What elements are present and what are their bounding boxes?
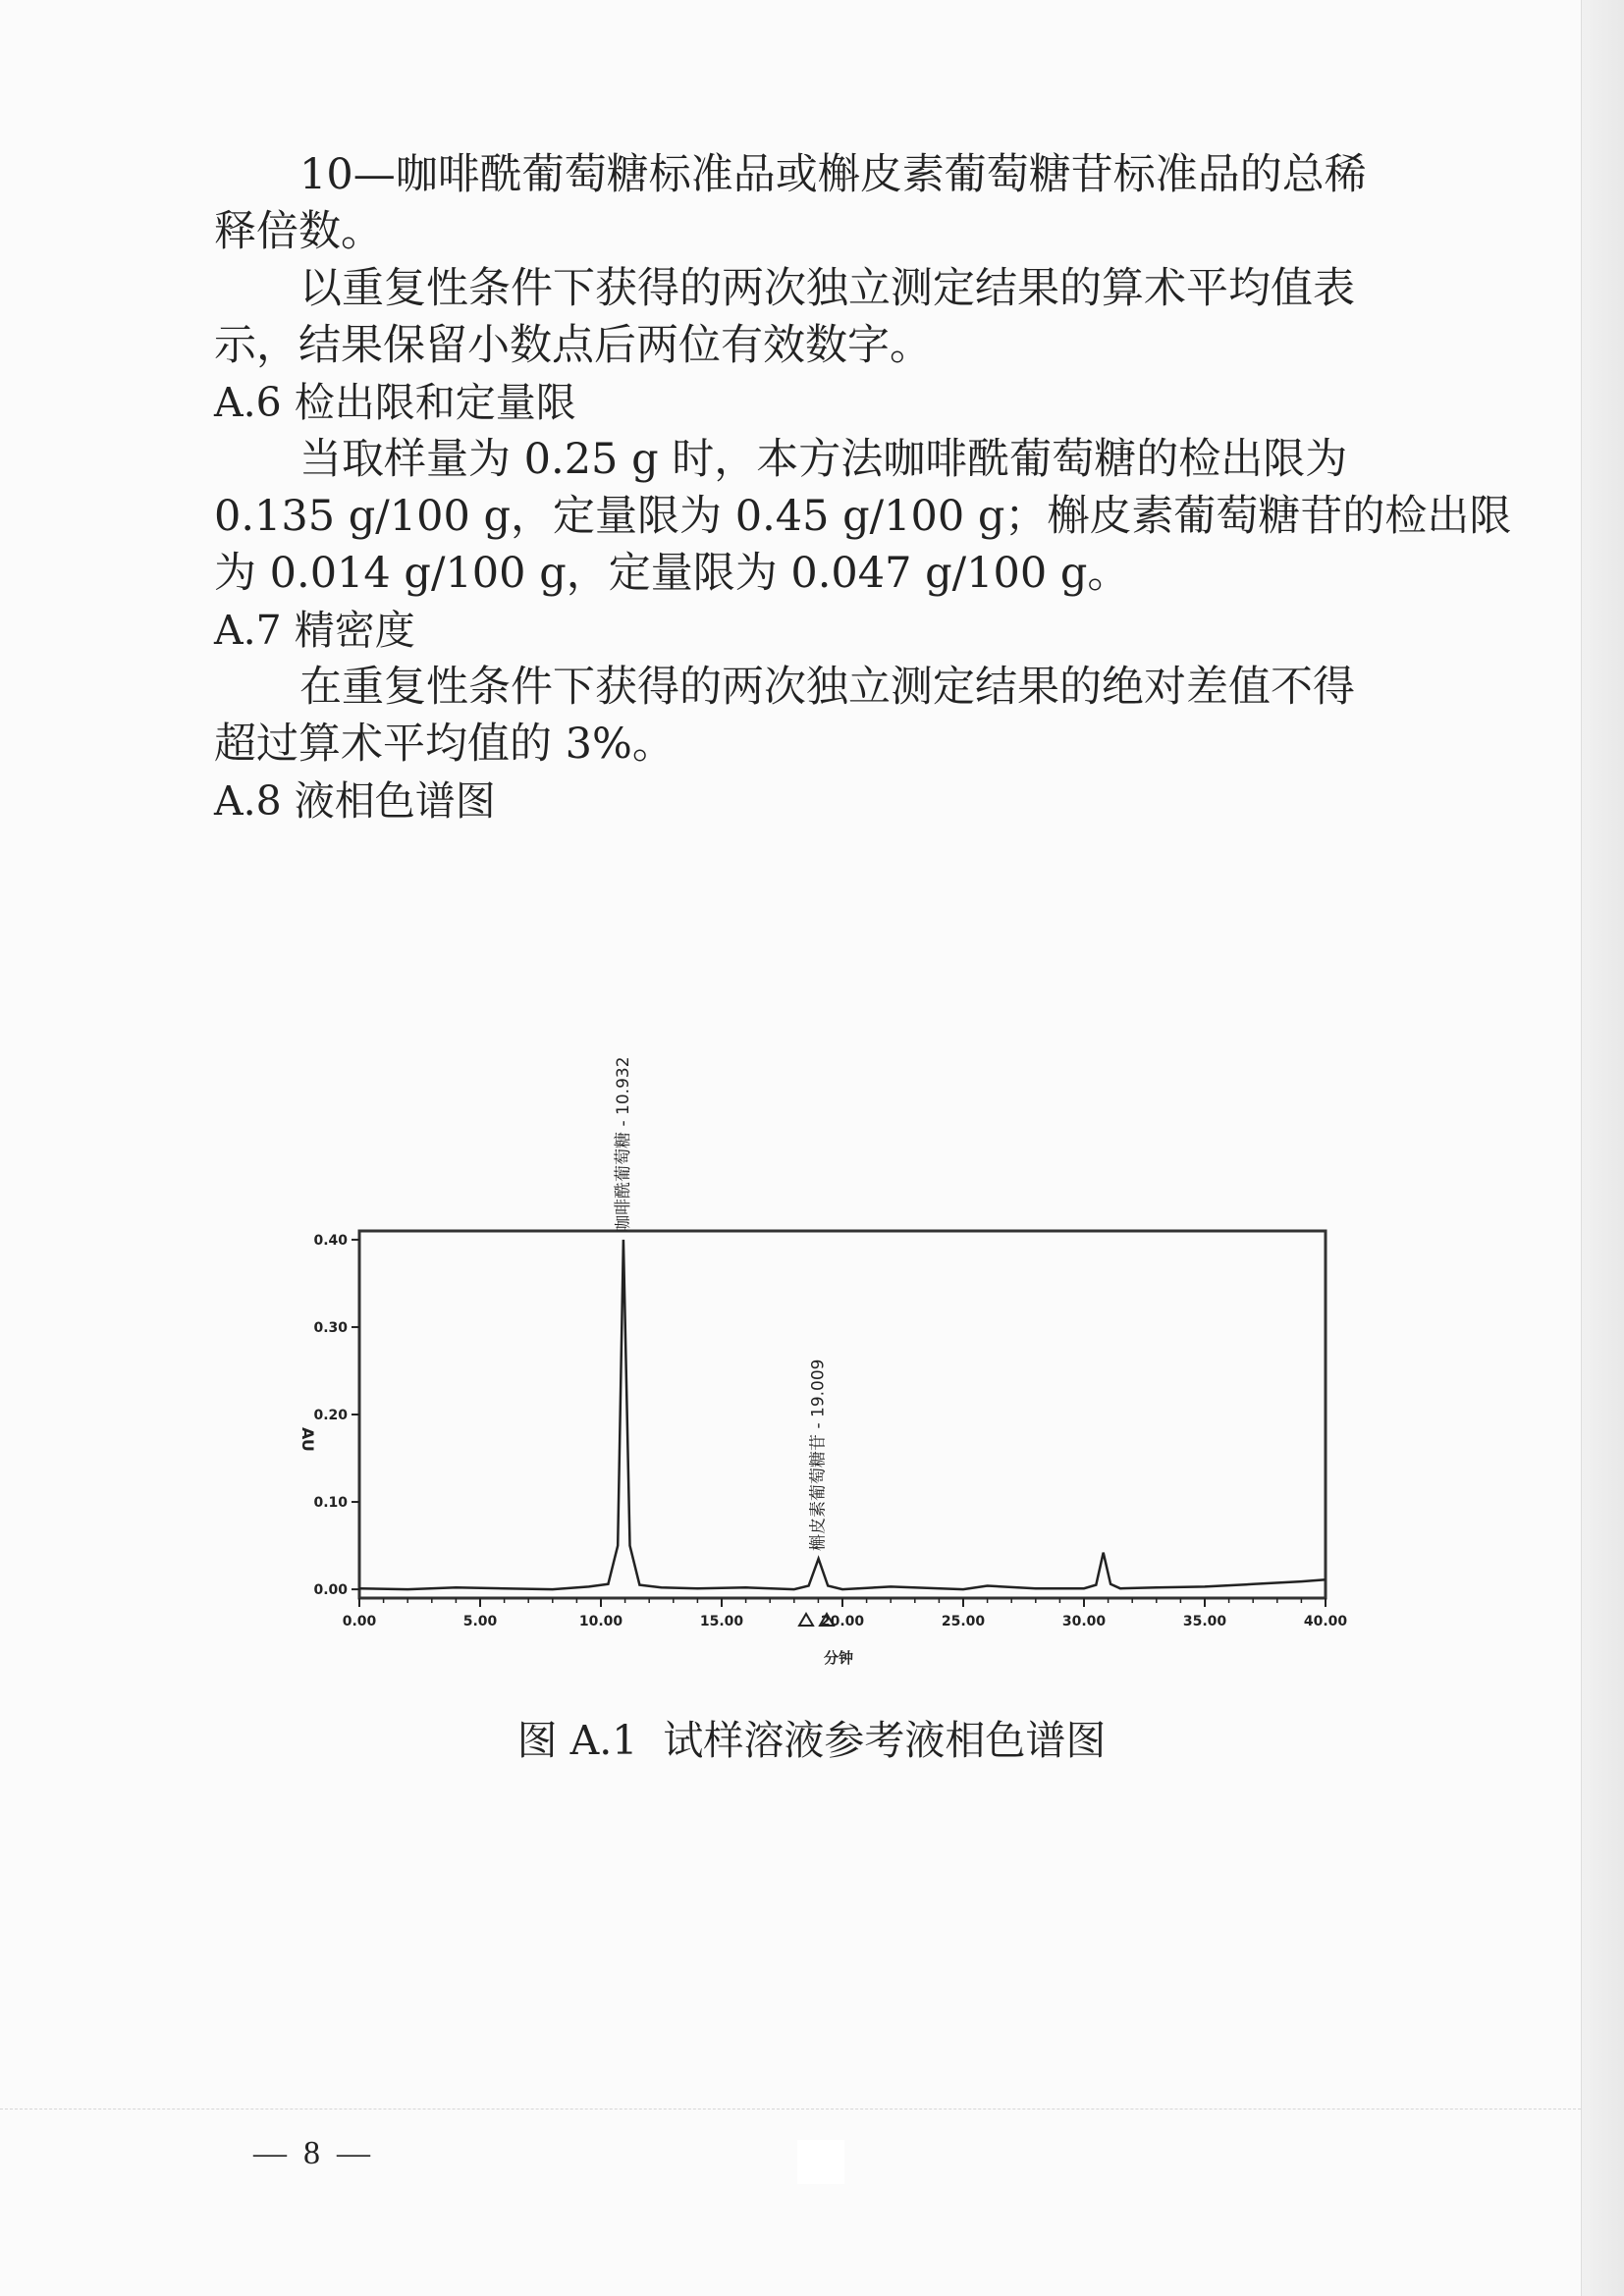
x-tick-label: 25.00 [941,1614,986,1629]
text-line-7: 0.135 g/100 g，定量限为 0.45 g/100 g；槲皮素葡萄糖苷的检出限 [214,492,1512,541]
page-edge [1581,0,1624,2296]
chromatogram-trace [359,1240,1326,1589]
text-line-1: 10—咖啡酰葡萄糖标准品或槲皮素葡萄糖苷标准品的总稀 [299,150,1367,199]
x-tick-label: 30.00 [1061,1614,1107,1629]
section-heading-a6: A.6 检出限和定量限 [214,379,576,426]
text-line-8: 为 0.014 g/100 g，定量限为 0.047 g/100 g。 [214,549,1130,598]
page-number: — 8 — [253,2135,370,2171]
y-tick-label: 0.30 [313,1319,348,1336]
text-line-6: 当取样量为 0.25 g 时，本方法咖啡酰葡萄糖的检出限为 [299,435,1348,484]
y-tick-label: 0.10 [313,1495,348,1512]
chromatogram-chart [295,1056,1348,1682]
text-line-4: 示，结果保留小数点后两位有效数字。 [214,321,932,370]
x-tick-label: 10.00 [578,1614,623,1629]
y-tick-label: 0.20 [313,1408,348,1423]
peak-label: 咖啡酰葡萄糖 - 10.932 [613,1056,633,1232]
text-line-11: 超过算术平均值的 3%。 [214,720,675,769]
x-axis-label: 分钟 [823,1649,854,1667]
x-tick-label: 35.00 [1182,1614,1227,1629]
text-line-10: 在重复性条件下获得的两次独立测定结果的绝对差值不得 [299,663,1355,712]
x-tick-label: 0.00 [342,1614,377,1629]
x-tick-label: 5.00 [462,1614,498,1629]
peak-start-marker [799,1614,813,1626]
y-axis-label: AU [298,1427,317,1452]
section-heading-a7: A.7 精密度 [214,607,415,654]
figure-caption: 图 A.1 试样溶液参考液相色谱图 [516,1717,1107,1764]
text-line-2: 释倍数。 [214,207,383,256]
y-tick-label: 0.40 [313,1232,348,1249]
peak-label: 槲皮素葡萄糖苷 - 19.009 [808,1359,829,1551]
y-tick-label: 0.00 [313,1582,348,1599]
plot-frame [359,1231,1326,1598]
text-line-3: 以重复性条件下获得的两次独立测定结果的算术平均值表 [299,264,1355,313]
x-tick-label: 15.00 [699,1614,744,1629]
x-tick-label: 40.00 [1303,1614,1348,1629]
scan-artifact [797,2140,844,2184]
x-tick-label: 20.00 [820,1614,865,1629]
section-heading-a8: A.8 液相色谱图 [214,777,496,825]
